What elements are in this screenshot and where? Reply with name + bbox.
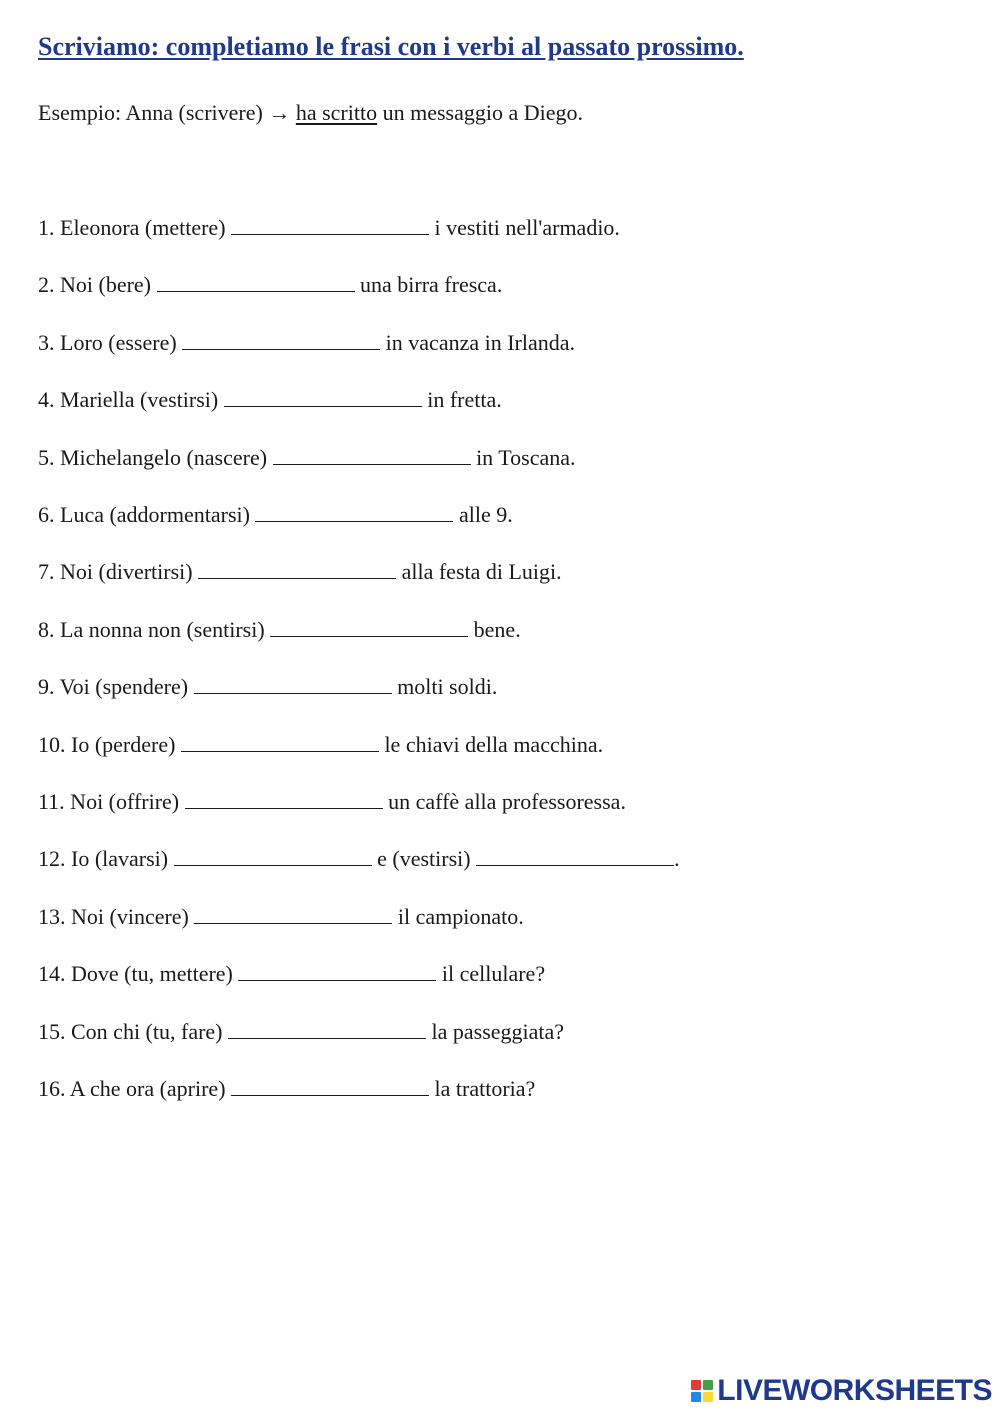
answer-blank[interactable] bbox=[255, 501, 453, 522]
exercise-ending: in Toscana. bbox=[470, 445, 576, 470]
answer-blank[interactable] bbox=[198, 558, 396, 579]
answer-blank[interactable] bbox=[194, 673, 392, 694]
exercise-prompt: 3. Loro (essere) bbox=[38, 330, 183, 355]
exercise-item bbox=[38, 731, 603, 759]
exercise-prompt: 15. Con chi (tu, fare) bbox=[38, 1019, 228, 1044]
exercise-item bbox=[38, 1018, 564, 1046]
example-sentence bbox=[38, 100, 583, 126]
answer-blank[interactable] bbox=[231, 214, 429, 235]
exercise-prompt: 14. Dove (tu, mettere) bbox=[38, 961, 239, 986]
exercise-item bbox=[38, 673, 497, 701]
exercise-ending: una birra fresca. bbox=[354, 272, 503, 297]
exercise-item bbox=[38, 444, 576, 472]
exercise-ending: il cellulare? bbox=[436, 961, 546, 986]
exercise-ending: la passeggiata? bbox=[426, 1019, 565, 1044]
answer-blank[interactable] bbox=[273, 444, 471, 465]
exercise-prompt: 11. Noi (offrire) bbox=[38, 789, 185, 814]
exercise-ending: molti soldi. bbox=[391, 674, 498, 699]
answer-blank[interactable] bbox=[157, 271, 355, 292]
answer-blank[interactable] bbox=[231, 1075, 429, 1096]
exercise-ending: le chiavi della macchina. bbox=[378, 732, 604, 757]
exercise-prompt: 4. Mariella (vestirsi) bbox=[38, 387, 224, 412]
exercise-item bbox=[38, 386, 502, 414]
answer-blank[interactable] bbox=[228, 1018, 426, 1039]
answer-blank[interactable] bbox=[185, 788, 383, 809]
exercise-prompt: 9. Voi (spendere) bbox=[38, 674, 194, 699]
example-suffix: un messaggio a Diego. bbox=[377, 100, 583, 125]
exercise-prompt: 13. Noi (vincere) bbox=[38, 904, 195, 929]
logo-square-yellow bbox=[703, 1392, 713, 1402]
exercise-item bbox=[38, 788, 626, 816]
exercise-ending: bene. bbox=[468, 617, 521, 642]
exercise-prompt: 2. Noi (bere) bbox=[38, 272, 157, 297]
answer-blank[interactable] bbox=[270, 616, 468, 637]
exercise-ending: alla festa di Luigi. bbox=[396, 559, 562, 584]
answer-blank[interactable] bbox=[181, 731, 379, 752]
exercise-prompt: 5. Michelangelo (nascere) bbox=[38, 445, 273, 470]
exercise-prompt: 1. Eleonora (mettere) bbox=[38, 215, 232, 240]
example-prefix: Esempio: Anna (scrivere) → bbox=[38, 100, 296, 125]
exercise-ending: . bbox=[674, 846, 680, 871]
exercise-item bbox=[38, 501, 513, 529]
exercise-ending: in fretta. bbox=[421, 387, 502, 412]
answer-blank[interactable] bbox=[174, 845, 372, 866]
exercise-prompt: 16. A che ora (aprire) bbox=[38, 1076, 232, 1101]
logo-square-green bbox=[703, 1380, 713, 1390]
liveworksheets-logo bbox=[691, 1374, 992, 1408]
worksheet-title: Scriviamo: completiamo le frasi con i verbi al passato prossimo. bbox=[38, 32, 744, 61]
exercise-prompt-middle: e (vestirsi) bbox=[371, 846, 477, 871]
answer-blank[interactable] bbox=[238, 960, 436, 981]
exercise-prompt: 8. La nonna non (sentirsi) bbox=[38, 617, 271, 642]
exercise-ending: un caffè alla professoressa. bbox=[382, 789, 626, 814]
exercise-ending: la trattoria? bbox=[429, 1076, 536, 1101]
exercise-item bbox=[38, 1075, 535, 1103]
exercise-item bbox=[38, 903, 524, 931]
logo-square-red bbox=[691, 1380, 701, 1390]
exercise-ending: in vacanza in Irlanda. bbox=[380, 330, 576, 355]
answer-blank[interactable] bbox=[224, 386, 422, 407]
exercise-item bbox=[38, 616, 521, 644]
exercise-item bbox=[38, 845, 680, 873]
answer-blank[interactable] bbox=[194, 903, 392, 924]
answer-blank[interactable] bbox=[182, 329, 380, 350]
exercise-ending: il campionato. bbox=[392, 904, 524, 929]
exercise-prompt: 10. Io (perdere) bbox=[38, 732, 181, 757]
exercise-prompt: 6. Luca (addormentarsi) bbox=[38, 502, 256, 527]
exercise-ending: i vestiti nell'armadio. bbox=[429, 215, 620, 240]
exercise-item bbox=[38, 960, 545, 988]
exercise-item bbox=[38, 558, 562, 586]
exercise-ending: alle 9. bbox=[453, 502, 513, 527]
example-answer: ha scritto bbox=[295, 100, 378, 125]
exercise-prompt: 7. Noi (divertirsi) bbox=[38, 559, 199, 584]
exercise-item bbox=[38, 329, 575, 357]
answer-blank[interactable] bbox=[476, 845, 674, 866]
logo-square-blue bbox=[691, 1392, 701, 1402]
exercise-prompt: 12. Io (lavarsi) bbox=[38, 846, 174, 871]
exercise-item bbox=[38, 271, 502, 299]
exercise-item bbox=[38, 214, 620, 242]
logo-text: LIVEWORKSHEETS bbox=[717, 1374, 992, 1407]
logo-mark-icon bbox=[691, 1380, 713, 1402]
